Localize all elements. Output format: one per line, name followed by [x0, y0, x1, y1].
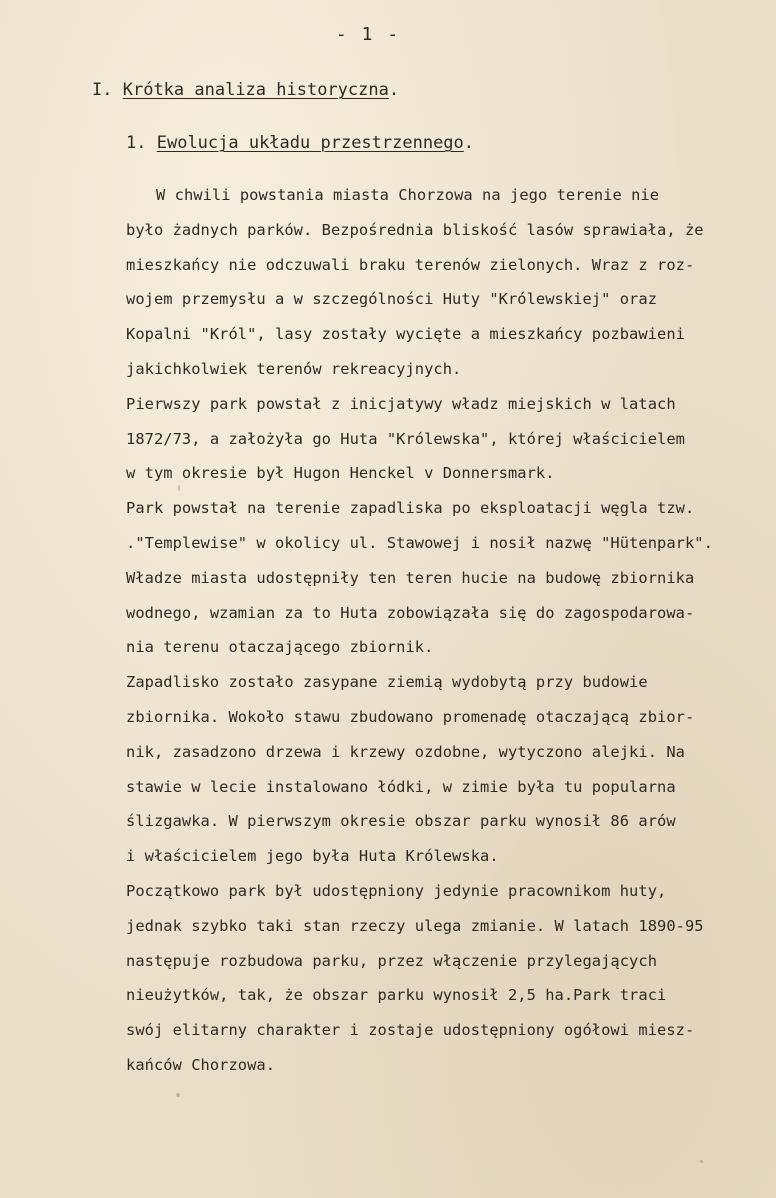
- text-line: Pierwszy park powstał z inicjatywy władz miejskich w latach: [126, 394, 676, 413]
- section-heading: [92, 80, 399, 100]
- section-title: Krótka analiza historyczna: [122, 80, 389, 100]
- text-line: Zapadlisko zostało zasypane ziemią wydobytą przy budowie: [126, 673, 648, 692]
- text-line: i właścicielem jego była Huta Królewska.: [126, 847, 499, 866]
- text-line: ."Templewise" w okolicy ul. Stawowej i nosił nazwę "Hütenpark".: [126, 533, 713, 552]
- text-line: Władze miasta udostępniły ten teren hucie na budowę zbiornika: [126, 568, 695, 587]
- text-line: mieszkańcy nie odczuwali braku terenów zielonych. Wraz z roz-: [126, 255, 695, 274]
- text-line: było żadnych parków. Bezpośrednia bliskość lasów sprawiała, że: [126, 220, 704, 239]
- subsection-heading: [126, 133, 474, 153]
- text-line: Początkowo park był udostępniony jedynie pracownikom huty,: [126, 881, 667, 900]
- text-line: wodnego, wzamian za to Huta zobowiązała się do zagospodarowa-: [126, 603, 695, 622]
- text-line: nia terenu otaczającego zbiornik.: [126, 638, 434, 657]
- paper-speck: [176, 1093, 180, 1097]
- text-line: 1872/73, a założyła go Huta "Królewska", której właścicielem: [126, 429, 685, 448]
- subsection-title: Ewolucja układu przestrzennego: [156, 133, 464, 153]
- text-line: zbiornika. Wokoło stawu zbudowano promenadę otaczającą zbior-: [126, 707, 695, 726]
- subsection-title-period: .: [463, 133, 475, 153]
- text-line: w tym okresie był Hugon Henckel v Donnersmark.: [126, 464, 555, 483]
- text-line: Park powstał na terenie zapadliska po eksploatacji węgla tzw.: [126, 499, 695, 518]
- section-number: I.: [92, 80, 113, 100]
- text-line: nieużytków, tak, że obszar parku wynosił 2,5 ha.Park traci: [126, 986, 667, 1005]
- text-line: kańców Chorzowa.: [126, 1055, 276, 1074]
- text-line: swój elitarny charakter i zostaje udostępniony ogółowi miesz-: [126, 1021, 695, 1040]
- text-line: następuje rozbudowa parku, przez włączenie przylegających: [126, 951, 658, 970]
- text-line: wojem przemysłu a w szczególności Huty "Królewskiej" oraz: [126, 290, 658, 309]
- body-text: [126, 178, 770, 1083]
- text-line: jednak szybko taki stan rzeczy ulega zmianie. W latach 1890-95: [126, 916, 704, 935]
- paper-speck: [178, 485, 180, 491]
- text-line: jakichkolwiek terenów rekreacyjnych.: [126, 359, 462, 378]
- text-line: W chwili powstania miasta Chorzowa na jego terenie nie: [156, 186, 660, 204]
- text-line: Kopalni "Król", lasy zostały wycięte a mieszkańcy pozbawieni: [126, 325, 685, 344]
- text-line: ślizgawka. W pierwszym okresie obszar parku wynosił 86 arów: [126, 812, 676, 831]
- page-number: - 1 -: [335, 24, 401, 45]
- text-line: nik, zasadzono drzewa i krzewy ozdobne, wytyczono alejki. Na: [126, 742, 685, 761]
- text-line: stawie w lecie instalowano łódki, w zimie była tu popularna: [126, 777, 676, 796]
- section-title-period: .: [388, 80, 400, 100]
- subsection-number: 1.: [126, 133, 147, 153]
- paper-speck: [700, 1160, 703, 1163]
